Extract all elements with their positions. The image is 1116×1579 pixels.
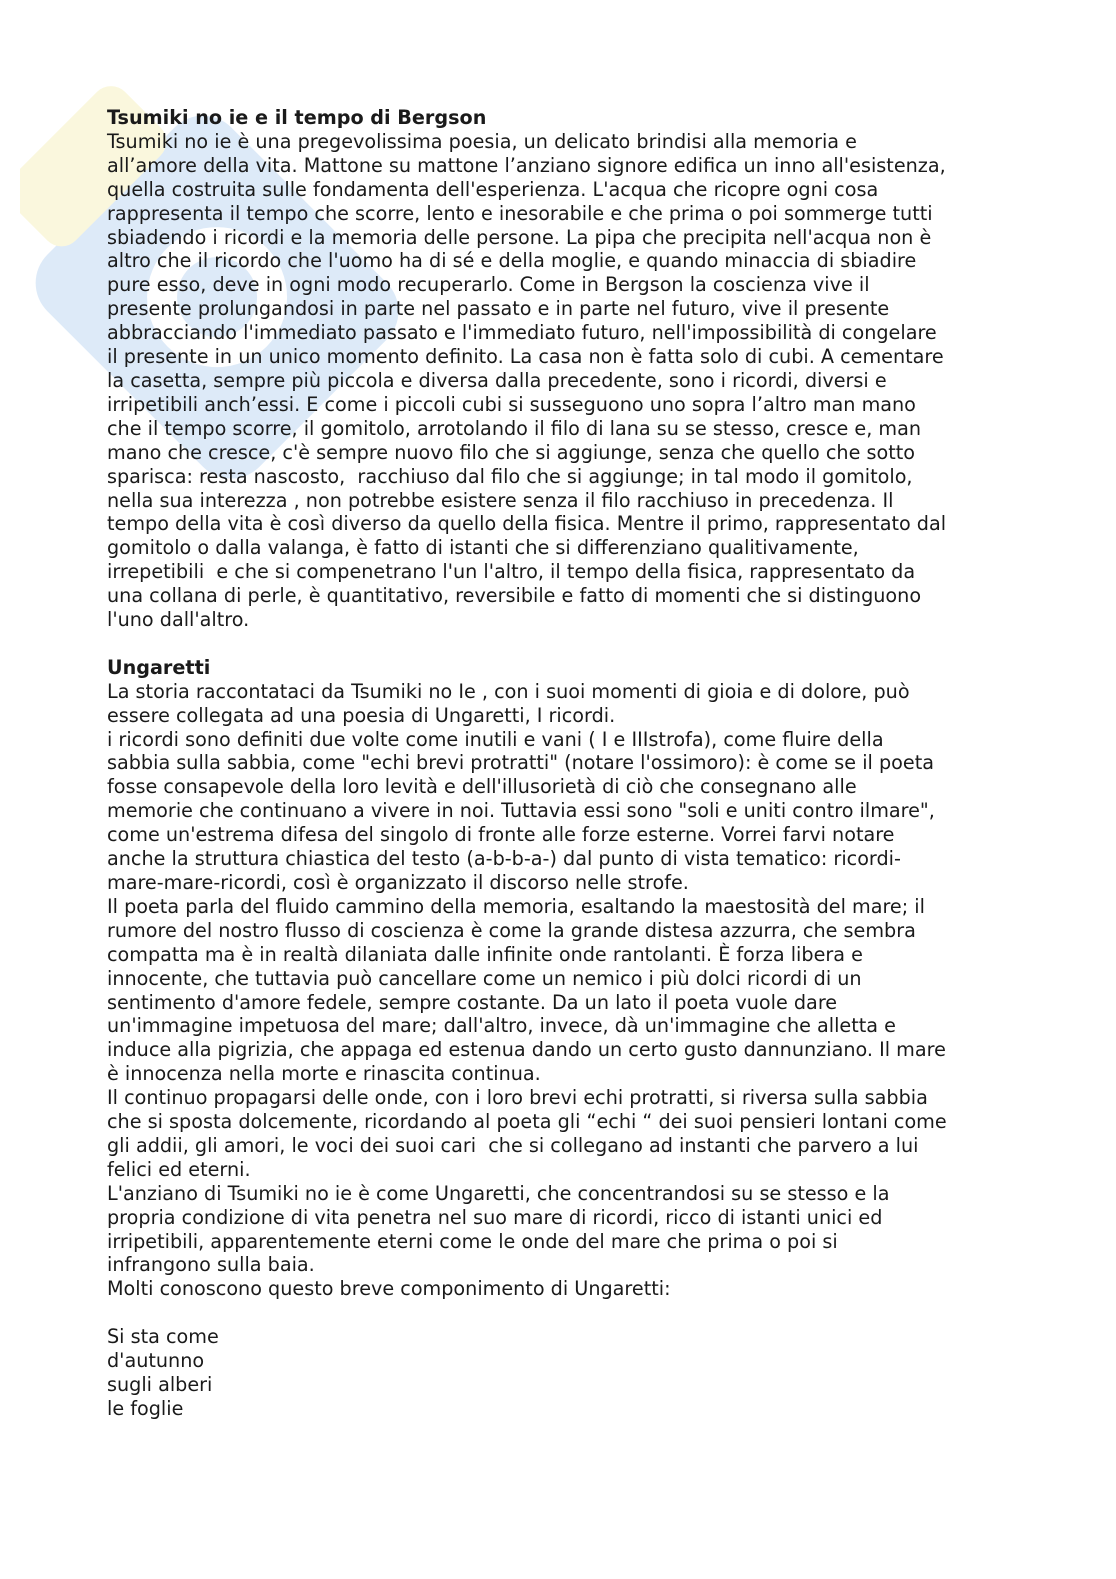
paragraph-ungaretti-1: La storia raccontataci da Tsumiki no Ie , con i suoi momenti di gioia e di dolore, può essere collegata ad una poesia di Ungaretti, I ricordi. [107, 679, 910, 727]
poem-soldati: Si sta come d'autunno sugli alberi le foglie [107, 1325, 219, 1420]
paragraph-ungaretti-6: Molti conoscono questo breve componimento di Ungaretti: [107, 1277, 671, 1301]
section-body-bergson: Tsumiki no ie è una pregevolissima poesia, un delicato brindisi alla memoria e all’amore della vita. Mattone su mattone l’anziano signore edifica un inno all'esistenza, quella costruita sulle fondamenta dell'esperienza. L'acqua che ricopre ogni cosa rappresenta il tempo che scorre, lento e inesorabile e che prima o poi sommerge tutti sbiadendo i ricordi e la memoria delle persone. La pipa che precipita nell'acqua non è altro che il ricordo che l'uomo ha di sé e della moglie, e quando minaccia di sbiadire pure esso, deve in ogni modo recuperarlo. Come in Bergson la coscienza vive il presente prolungandosi in parte nel passato e in parte nel futuro, vive il presente abbracciando l'immediato passato e l'immediato futuro, nell'impossibilità di congelare il presente in un unico momento definito. La casa non è fatta solo di cubi. A cementare la casetta, sempre più piccola e diversa dalla precedente, sono i ricordi, diversi e irripetibili anch’essi. E come i piccoli cubi si susseguono uno sopra l’altro man mano che il tempo scorre, il gomitolo, arrotolando il filo di lana su se stesso, cresce e, man mano che cresce, c'è sempre nuovo filo che si aggiunge, senza che quello che sotto sparisca: resta nascosto, racchiuso dal filo che si aggiunge; in tal modo il gomitolo, nella sua interezza , non potrebbe esistere senza il filo racchiuso in precedenza. Il tempo della vita è così diverso da quello della fisica. Mentre il primo, rappresentato dal gomitolo o dalla valanga, è fatto di istanti che si differenziano qualitivamente, irrepetibili e che si compenetrano l'un l'altro, il tempo della fisica, rappresentato da una collana di perle, è quantitativo, reversibile e fatto di momenti che si distinguono l'uno dall'altro. [107, 129, 947, 632]
paragraph-ungaretti-3: Il poeta parla del fluido cammino della memoria, esaltando la maestosità del mare; il rumore del nostro flusso di coscienza è come la grande distesa azzurra, che sembra compatta ma è in realtà dilaniata dalle infinite onde rantolanti. È forza libera e innocente, che tuttavia può cancellare come un nemico i più dolci ricordi di un sentimento d'amore fedele, sempre costante. Da un lato il poeta vuole dare un'immagine impetuosa del mare; dall'altro, invece, dà un'immagine che alletta e induce alla pigrizia, che appaga ed estenua dando un certo gusto dannunziano. Il mare è innocenza nella morte e rinascita continua. [107, 894, 946, 1086]
paragraph-ungaretti-2: i ricordi sono definiti due volte come inutili e vani ( I e IIIstrofa), come fluire della sabbia sulla sabbia, come "echi brevi protratti" (notare l'ossimoro): è come se il poeta fosse consapevole della loro levità e dell'illusorietà di ciò che consegnano alle memorie che continuano a vivere in noi. Tuttavia essi sono "soli e uniti contro ilmare", come un'estrema difesa del singolo di fronte alle forze esterne. Vorrei farvi notare anche la struttura chiastica del testo (a-b-b-a-) dal punto di vista tematico: ricordi- mare-mare-ricordi, così è organizzato il discorso nelle strofe. [107, 727, 935, 894]
section-title-bergson: Tsumiki no ie e il tempo di Bergson [107, 106, 487, 129]
paragraph-ungaretti-4: Il continuo propagarsi delle onde, con i loro brevi echi protratti, si riversa sulla sabbia che si sposta dolcemente, ricordando al poeta gli “echi “ dei suoi pensieri lontani come gli addii, gli amori, le voci dei suoi cari che si collegano ad instanti che parvero a lui felici ed eterni. [107, 1086, 947, 1181]
document-content [107, 106, 1007, 1421]
blank-line [107, 632, 1007, 656]
section-title-ungaretti: Ungaretti [107, 655, 211, 679]
paragraph-ungaretti-5: L'anziano di Tsumiki no ie è come Ungaretti, che concentrandosi su se stesso e la propria condizione di vita penetra nel suo mare di ricordi, ricco di istanti unici ed irripetibili, apparentemente eterni come le onde del mare che prima o poi si infrangono sulla baia. [107, 1181, 890, 1277]
blank-line [107, 1301, 1007, 1325]
